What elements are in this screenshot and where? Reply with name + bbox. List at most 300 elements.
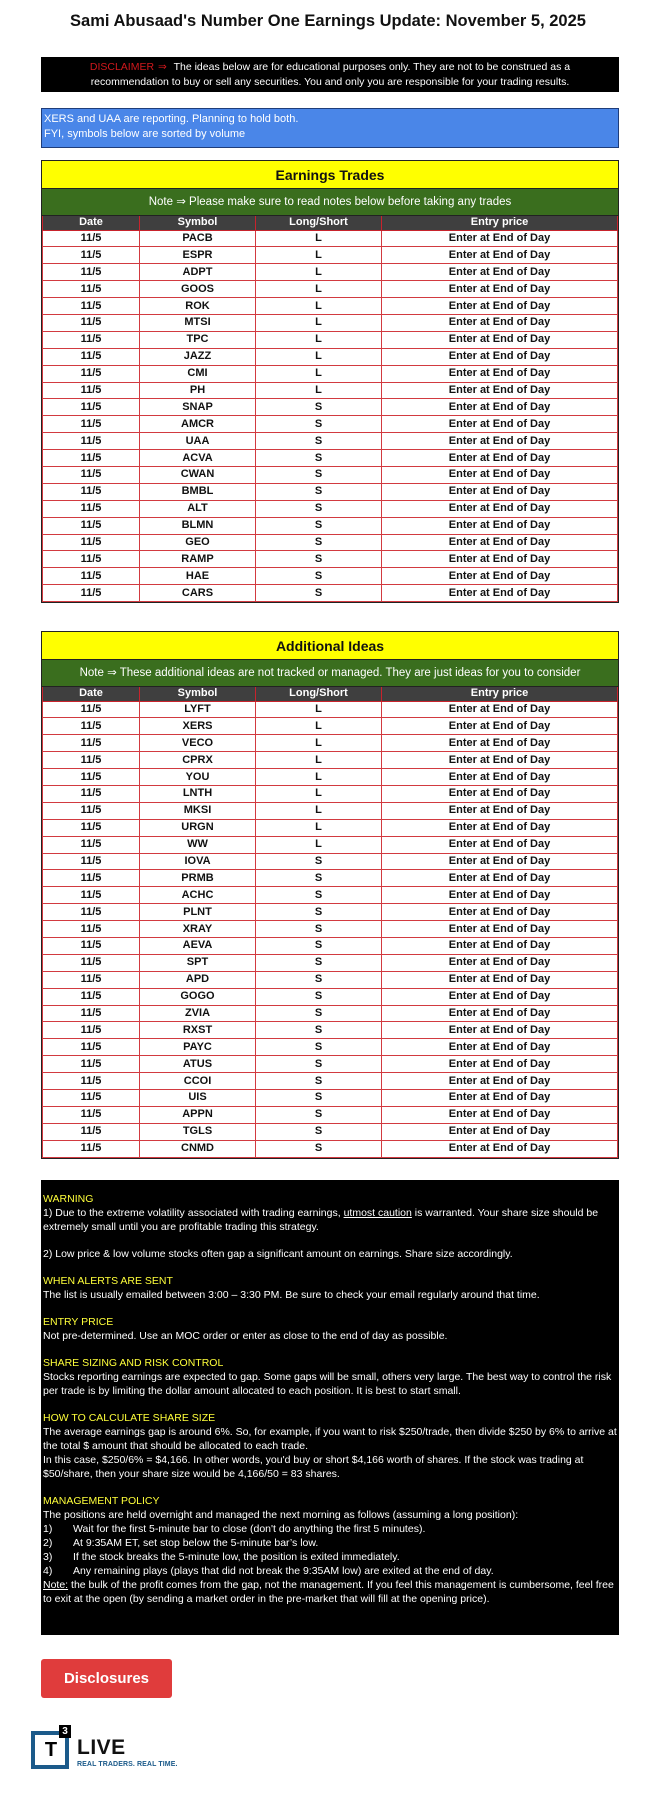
- share-sizing-heading: SHARE SIZING AND RISK CONTROL: [43, 1357, 224, 1369]
- table-row: [43, 365, 618, 382]
- cell-date: 11/5: [43, 769, 140, 786]
- update-notice-line-1: XERS and UAA are reporting. Planning to hold both.: [44, 113, 299, 125]
- cell-entry-price: Enter at End of Day: [382, 466, 618, 483]
- t3-live-logo[interactable]: [31, 1725, 191, 1773]
- cell-long-short: L: [256, 298, 382, 315]
- cell-long-short: L: [256, 281, 382, 298]
- cell-entry-price: Enter at End of Day: [382, 585, 618, 602]
- note-label: Note:: [43, 1579, 69, 1591]
- cell-date: 11/5: [43, 971, 140, 988]
- cell-entry-price: Enter at End of Day: [382, 1022, 618, 1039]
- cell-symbol: ROK: [140, 298, 256, 315]
- cell-long-short: S: [256, 904, 382, 921]
- table-row: [43, 416, 618, 433]
- table-row: [43, 433, 618, 450]
- cell-long-short: L: [256, 802, 382, 819]
- cell-date: 11/5: [43, 314, 140, 331]
- cell-symbol: RXST: [140, 1022, 256, 1039]
- table-row: [43, 836, 618, 853]
- table-header-row: [43, 687, 618, 701]
- cell-symbol: AMCR: [140, 416, 256, 433]
- cell-entry-price: Enter at End of Day: [382, 921, 618, 938]
- table-row: [43, 1005, 618, 1022]
- calc-share-size-text-2: In this case, $250/6% = $4,166. In other words, you'd buy or short $4,166 worth of shares. If the stock was trading at $50/share, then your share size would be 4,166/50 = 83 shares.: [43, 1454, 584, 1480]
- cell-symbol: PLNT: [140, 904, 256, 921]
- logo-tagline: REAL TRADERS. REAL TIME.: [77, 1761, 178, 1768]
- cell-entry-price: Enter at End of Day: [382, 1089, 618, 1106]
- cell-long-short: S: [256, 1005, 382, 1022]
- column-header-symbol: Symbol: [140, 687, 256, 701]
- warning-heading: WARNING: [43, 1193, 94, 1205]
- table-row: [43, 701, 618, 718]
- cell-date: 11/5: [43, 954, 140, 971]
- cell-entry-price: Enter at End of Day: [382, 1140, 618, 1157]
- cell-long-short: L: [256, 718, 382, 735]
- table-row: [43, 904, 618, 921]
- cell-entry-price: Enter at End of Day: [382, 718, 618, 735]
- table-row: [43, 937, 618, 954]
- cell-date: 11/5: [43, 802, 140, 819]
- table-row: [43, 988, 618, 1005]
- cell-date: 11/5: [43, 988, 140, 1005]
- table-row: [43, 954, 618, 971]
- warning-item-1: 1) Due to the extreme volatility associated with trading earnings, utmost caution is warranted. Your share size should be extremely small until you are profitable trading this strategy.: [43, 1207, 599, 1233]
- cell-symbol: ATUS: [140, 1056, 256, 1073]
- cell-long-short: S: [256, 954, 382, 971]
- cell-symbol: TGLS: [140, 1123, 256, 1140]
- table-row: [43, 281, 618, 298]
- table-row: [43, 466, 618, 483]
- table-row: [43, 399, 618, 416]
- cell-symbol: GOGO: [140, 988, 256, 1005]
- cell-date: 11/5: [43, 466, 140, 483]
- cell-long-short: S: [256, 1106, 382, 1123]
- cell-date: 11/5: [43, 1140, 140, 1157]
- cell-date: 11/5: [43, 853, 140, 870]
- cell-long-short: S: [256, 937, 382, 954]
- cell-long-short: S: [256, 551, 382, 568]
- cell-symbol: CPRX: [140, 752, 256, 769]
- cell-long-short: L: [256, 230, 382, 247]
- cell-symbol: ALT: [140, 500, 256, 517]
- cell-date: 11/5: [43, 1022, 140, 1039]
- cell-long-short: S: [256, 971, 382, 988]
- table-row: [43, 247, 618, 264]
- cell-date: 11/5: [43, 752, 140, 769]
- cell-long-short: L: [256, 331, 382, 348]
- cell-entry-price: Enter at End of Day: [382, 819, 618, 836]
- disclaimer-banner: [41, 57, 619, 92]
- cell-symbol: GEO: [140, 534, 256, 551]
- column-header-entry-price: Entry price: [382, 687, 618, 701]
- table-row: [43, 769, 618, 786]
- table-row: [43, 298, 618, 315]
- table-row: [43, 752, 618, 769]
- cell-symbol: GOOS: [140, 281, 256, 298]
- table-row: [43, 331, 618, 348]
- cell-entry-price: Enter at End of Day: [382, 247, 618, 264]
- cell-entry-price: Enter at End of Day: [382, 281, 618, 298]
- earnings-trades-heading: Earnings Trades: [42, 161, 618, 189]
- cell-entry-price: Enter at End of Day: [382, 331, 618, 348]
- cell-symbol: SPT: [140, 954, 256, 971]
- cell-date: 11/5: [43, 819, 140, 836]
- cell-date: 11/5: [43, 1005, 140, 1022]
- logo-letter: T: [40, 1738, 62, 1762]
- cell-entry-price: Enter at End of Day: [382, 1039, 618, 1056]
- cell-symbol: CCOI: [140, 1073, 256, 1090]
- cell-date: 11/5: [43, 281, 140, 298]
- cell-entry-price: Enter at End of Day: [382, 264, 618, 281]
- cell-entry-price: Enter at End of Day: [382, 399, 618, 416]
- cell-date: 11/5: [43, 568, 140, 585]
- cell-entry-price: Enter at End of Day: [382, 298, 618, 315]
- cell-long-short: S: [256, 585, 382, 602]
- table-row: [43, 785, 618, 802]
- disclosures-button[interactable]: Disclosures: [41, 1659, 172, 1698]
- cell-long-short: L: [256, 247, 382, 264]
- earnings-trades-note: Note ⇒ Please make sure to read notes below before taking any trades: [42, 189, 618, 216]
- cell-date: 11/5: [43, 1073, 140, 1090]
- table-row: [43, 264, 618, 281]
- cell-date: 11/5: [43, 247, 140, 264]
- cell-entry-price: Enter at End of Day: [382, 230, 618, 247]
- cell-long-short: L: [256, 735, 382, 752]
- cell-entry-price: Enter at End of Day: [382, 853, 618, 870]
- cell-long-short: S: [256, 921, 382, 938]
- cell-long-short: L: [256, 785, 382, 802]
- update-notice: [41, 108, 619, 148]
- cell-date: 11/5: [43, 264, 140, 281]
- cell-long-short: S: [256, 483, 382, 500]
- cell-long-short: S: [256, 1056, 382, 1073]
- cell-long-short: S: [256, 870, 382, 887]
- cell-long-short: S: [256, 1022, 382, 1039]
- cell-long-short: L: [256, 382, 382, 399]
- cell-symbol: CMI: [140, 365, 256, 382]
- cell-symbol: BMBL: [140, 483, 256, 500]
- cell-date: 11/5: [43, 450, 140, 467]
- arrow-right-icon: ⇒: [158, 61, 167, 73]
- cell-symbol: URGN: [140, 819, 256, 836]
- table-row: [43, 887, 618, 904]
- additional-ideas-heading: Additional Ideas: [42, 632, 618, 660]
- cell-symbol: ACVA: [140, 450, 256, 467]
- cell-date: 11/5: [43, 585, 140, 602]
- cell-symbol: IOVA: [140, 853, 256, 870]
- cell-symbol: RAMP: [140, 551, 256, 568]
- cell-symbol: UAA: [140, 433, 256, 450]
- cell-date: 11/5: [43, 937, 140, 954]
- cell-entry-price: Enter at End of Day: [382, 416, 618, 433]
- cell-entry-price: Enter at End of Day: [382, 785, 618, 802]
- cell-symbol: UIS: [140, 1089, 256, 1106]
- table-row: [43, 517, 618, 534]
- cell-long-short: S: [256, 450, 382, 467]
- logo-name: LIVE: [77, 1736, 126, 1759]
- cell-symbol: VECO: [140, 735, 256, 752]
- disclaimer-label: DISCLAIMER: [89, 61, 155, 73]
- cell-symbol: ESPR: [140, 247, 256, 264]
- cell-symbol: SNAP: [140, 399, 256, 416]
- cell-long-short: S: [256, 1039, 382, 1056]
- cell-date: 11/5: [43, 887, 140, 904]
- table-row: [43, 568, 618, 585]
- column-header-entry-price: Entry price: [382, 216, 618, 230]
- table-row: [43, 1106, 618, 1123]
- cell-long-short: L: [256, 819, 382, 836]
- cell-entry-price: Enter at End of Day: [382, 887, 618, 904]
- cell-long-short: S: [256, 399, 382, 416]
- management-step: 4) Any remaining plays (plays that did not break the 9:35AM low) are exited at the end of day.: [43, 1565, 494, 1577]
- table-row: [43, 802, 618, 819]
- cell-date: 11/5: [43, 517, 140, 534]
- cell-long-short: L: [256, 348, 382, 365]
- cell-entry-price: Enter at End of Day: [382, 551, 618, 568]
- cell-date: 11/5: [43, 365, 140, 382]
- management-step: 3) If the stock breaks the 5-minute low, the position is exited immediately.: [43, 1551, 400, 1563]
- cell-long-short: S: [256, 500, 382, 517]
- cell-entry-price: Enter at End of Day: [382, 433, 618, 450]
- cell-symbol: ZVIA: [140, 1005, 256, 1022]
- entry-price-heading: ENTRY PRICE: [43, 1316, 114, 1328]
- cell-symbol: CARS: [140, 585, 256, 602]
- management-policy-heading: MANAGEMENT POLICY: [43, 1495, 160, 1507]
- cell-long-short: S: [256, 853, 382, 870]
- update-notice-line-2: FYI, symbols below are sorted by volume: [44, 128, 246, 140]
- cell-date: 11/5: [43, 551, 140, 568]
- cell-entry-price: Enter at End of Day: [382, 534, 618, 551]
- cell-date: 11/5: [43, 416, 140, 433]
- column-header-long-short: Long/Short: [256, 687, 382, 701]
- table-row: [43, 1089, 618, 1106]
- cell-entry-price: Enter at End of Day: [382, 517, 618, 534]
- disclaimer-line-1: [41, 60, 619, 75]
- cell-symbol: CWAN: [140, 466, 256, 483]
- cell-entry-price: Enter at End of Day: [382, 348, 618, 365]
- cell-entry-price: Enter at End of Day: [382, 382, 618, 399]
- cell-entry-price: Enter at End of Day: [382, 568, 618, 585]
- cell-symbol: ADPT: [140, 264, 256, 281]
- cell-symbol: MTSI: [140, 314, 256, 331]
- cell-long-short: S: [256, 466, 382, 483]
- cell-date: 11/5: [43, 870, 140, 887]
- cell-symbol: ACHC: [140, 887, 256, 904]
- cell-entry-price: Enter at End of Day: [382, 483, 618, 500]
- additional-ideas-table: [41, 631, 619, 1159]
- cell-date: 11/5: [43, 1106, 140, 1123]
- cell-entry-price: Enter at End of Day: [382, 988, 618, 1005]
- cell-date: 11/5: [43, 399, 140, 416]
- table-row: [43, 551, 618, 568]
- cell-symbol: LNTH: [140, 785, 256, 802]
- cell-entry-price: Enter at End of Day: [382, 954, 618, 971]
- cell-entry-price: Enter at End of Day: [382, 1056, 618, 1073]
- cell-symbol: PRMB: [140, 870, 256, 887]
- cell-long-short: L: [256, 264, 382, 281]
- cell-long-short: S: [256, 1073, 382, 1090]
- table-row: [43, 870, 618, 887]
- cell-entry-price: Enter at End of Day: [382, 937, 618, 954]
- table-row: [43, 921, 618, 938]
- cell-entry-price: Enter at End of Day: [382, 802, 618, 819]
- column-header-date: Date: [43, 216, 140, 230]
- calc-share-size-heading: HOW TO CALCULATE SHARE SIZE: [43, 1412, 216, 1424]
- cell-date: 11/5: [43, 534, 140, 551]
- column-header-symbol: Symbol: [140, 216, 256, 230]
- cell-long-short: S: [256, 416, 382, 433]
- cell-entry-price: Enter at End of Day: [382, 701, 618, 718]
- cell-long-short: S: [256, 988, 382, 1005]
- table-row: [43, 971, 618, 988]
- cell-symbol: CNMD: [140, 1140, 256, 1157]
- calc-share-size-text-1: The average earnings gap is around 6%. So, for example, if you want to risk $250/trade, then divide $250 by 6% to arrive at the total $ amount that should be allocated to each trade.: [43, 1426, 617, 1452]
- cell-long-short: S: [256, 534, 382, 551]
- cell-long-short: L: [256, 365, 382, 382]
- table-row: [43, 585, 618, 602]
- cell-entry-price: Enter at End of Day: [382, 1005, 618, 1022]
- disclaimer-text-2: recommendation to buy or sell any securities. You and only you are responsible for your trading results.: [90, 76, 570, 88]
- management-policy-intro: The positions are held overnight and managed the next morning as follows (assuming a long position):: [43, 1509, 519, 1521]
- table-row: [43, 718, 618, 735]
- table-row: [43, 1039, 618, 1056]
- logo-superscript: 3: [59, 1725, 71, 1738]
- table-row: [43, 534, 618, 551]
- cell-entry-price: Enter at End of Day: [382, 769, 618, 786]
- cell-symbol: MKSI: [140, 802, 256, 819]
- table-row: [43, 382, 618, 399]
- cell-entry-price: Enter at End of Day: [382, 450, 618, 467]
- additional-ideas-note: Note ⇒ These additional ideas are not tracked or managed. They are just ideas for you to consider: [42, 660, 618, 687]
- cell-symbol: PAYC: [140, 1039, 256, 1056]
- cell-symbol: XERS: [140, 718, 256, 735]
- cell-date: 11/5: [43, 500, 140, 517]
- cell-entry-price: Enter at End of Day: [382, 314, 618, 331]
- cell-date: 11/5: [43, 382, 140, 399]
- table-row: [43, 819, 618, 836]
- cell-long-short: S: [256, 568, 382, 585]
- cell-entry-price: Enter at End of Day: [382, 971, 618, 988]
- utmost-caution-emphasis: utmost caution: [343, 1207, 412, 1219]
- cell-entry-price: Enter at End of Day: [382, 735, 618, 752]
- cell-long-short: L: [256, 836, 382, 853]
- cell-long-short: S: [256, 433, 382, 450]
- cell-symbol: JAZZ: [140, 348, 256, 365]
- trading-notes-panel: [41, 1180, 619, 1635]
- cell-date: 11/5: [43, 921, 140, 938]
- cell-symbol: BLMN: [140, 517, 256, 534]
- cell-date: 11/5: [43, 735, 140, 752]
- cell-symbol: WW: [140, 836, 256, 853]
- cell-long-short: S: [256, 1140, 382, 1157]
- cell-long-short: S: [256, 517, 382, 534]
- cell-date: 11/5: [43, 433, 140, 450]
- cell-date: 11/5: [43, 1039, 140, 1056]
- cell-symbol: PH: [140, 382, 256, 399]
- cell-symbol: HAE: [140, 568, 256, 585]
- cell-entry-price: Enter at End of Day: [382, 1123, 618, 1140]
- column-header-long-short: Long/Short: [256, 216, 382, 230]
- table-header-row: [43, 216, 618, 230]
- earnings-trades-table: [41, 160, 619, 603]
- column-header-date: Date: [43, 687, 140, 701]
- cell-entry-price: Enter at End of Day: [382, 836, 618, 853]
- cell-symbol: TPC: [140, 331, 256, 348]
- alerts-heading: WHEN ALERTS ARE SENT: [43, 1275, 173, 1287]
- cell-symbol: XRAY: [140, 921, 256, 938]
- table-row: [43, 735, 618, 752]
- additional-ideas-body: [43, 701, 618, 1157]
- cell-date: 11/5: [43, 1056, 140, 1073]
- cell-entry-price: Enter at End of Day: [382, 1073, 618, 1090]
- cell-symbol: AEVA: [140, 937, 256, 954]
- cell-date: 11/5: [43, 836, 140, 853]
- table-row: [43, 314, 618, 331]
- cell-entry-price: Enter at End of Day: [382, 365, 618, 382]
- table-row: [43, 230, 618, 247]
- cell-symbol: APPN: [140, 1106, 256, 1123]
- cell-symbol: YOU: [140, 769, 256, 786]
- cell-date: 11/5: [43, 785, 140, 802]
- earnings-trades-body: [43, 230, 618, 602]
- cell-symbol: APD: [140, 971, 256, 988]
- cell-symbol: LYFT: [140, 701, 256, 718]
- table-row: [43, 1056, 618, 1073]
- cell-long-short: L: [256, 752, 382, 769]
- cell-date: 11/5: [43, 298, 140, 315]
- table-row: [43, 348, 618, 365]
- cell-date: 11/5: [43, 1089, 140, 1106]
- table-row: [43, 1073, 618, 1090]
- cell-long-short: S: [256, 1123, 382, 1140]
- share-sizing-text: Stocks reporting earnings are expected to gap. Some gaps will be small, others very large. The best way to control the risk per trade is by limiting the dollar amount allocated to each position. It is best to start small.: [43, 1371, 612, 1397]
- cell-date: 11/5: [43, 718, 140, 735]
- cell-date: 11/5: [43, 1123, 140, 1140]
- management-step: 1) Wait for the first 5-minute bar to close (don't do anything the first 5 minutes).: [43, 1523, 426, 1535]
- cell-date: 11/5: [43, 348, 140, 365]
- cell-entry-price: Enter at End of Day: [382, 904, 618, 921]
- table-row: [43, 1140, 618, 1157]
- cell-long-short: S: [256, 887, 382, 904]
- cell-date: 11/5: [43, 904, 140, 921]
- entry-price-text: Not pre-determined. Use an MOC order or enter as close to the end of day as possible.: [43, 1330, 448, 1342]
- disclaimer-text-1: The ideas below are for educational purposes only. They are not to be construed as a: [173, 61, 571, 73]
- warning-item-2: 2) Low price & low volume stocks often gap a significant amount on earnings. Share size accordingly.: [43, 1248, 513, 1260]
- cell-entry-price: Enter at End of Day: [382, 1106, 618, 1123]
- cell-long-short: L: [256, 314, 382, 331]
- cell-entry-price: Enter at End of Day: [382, 752, 618, 769]
- cell-date: 11/5: [43, 230, 140, 247]
- table-row: [43, 853, 618, 870]
- page-title: Sami Abusaad's Number One Earnings Update: November 5, 2025: [70, 12, 586, 30]
- table-row: [43, 483, 618, 500]
- cell-entry-price: Enter at End of Day: [382, 870, 618, 887]
- management-step: 2) At 9:35AM ET, set stop below the 5-minute bar’s low.: [43, 1537, 319, 1549]
- alerts-text: The list is usually emailed between 3:00 – 3:30 PM. Be sure to check your email regularly around that time.: [43, 1289, 540, 1301]
- table-row: [43, 1123, 618, 1140]
- table-row: [43, 1022, 618, 1039]
- cell-symbol: PACB: [140, 230, 256, 247]
- cell-date: 11/5: [43, 483, 140, 500]
- cell-long-short: L: [256, 701, 382, 718]
- table-row: [43, 500, 618, 517]
- cell-long-short: L: [256, 769, 382, 786]
- cell-long-short: S: [256, 1089, 382, 1106]
- management-note: Note: the bulk of the profit comes from the gap, not the management. If you feel this management is cumbersome, feel free to exit at the open (by sending a market order in the pre-market that will fill at the opening price).: [43, 1579, 614, 1605]
- cell-date: 11/5: [43, 331, 140, 348]
- table-row: [43, 450, 618, 467]
- cell-entry-price: Enter at End of Day: [382, 500, 618, 517]
